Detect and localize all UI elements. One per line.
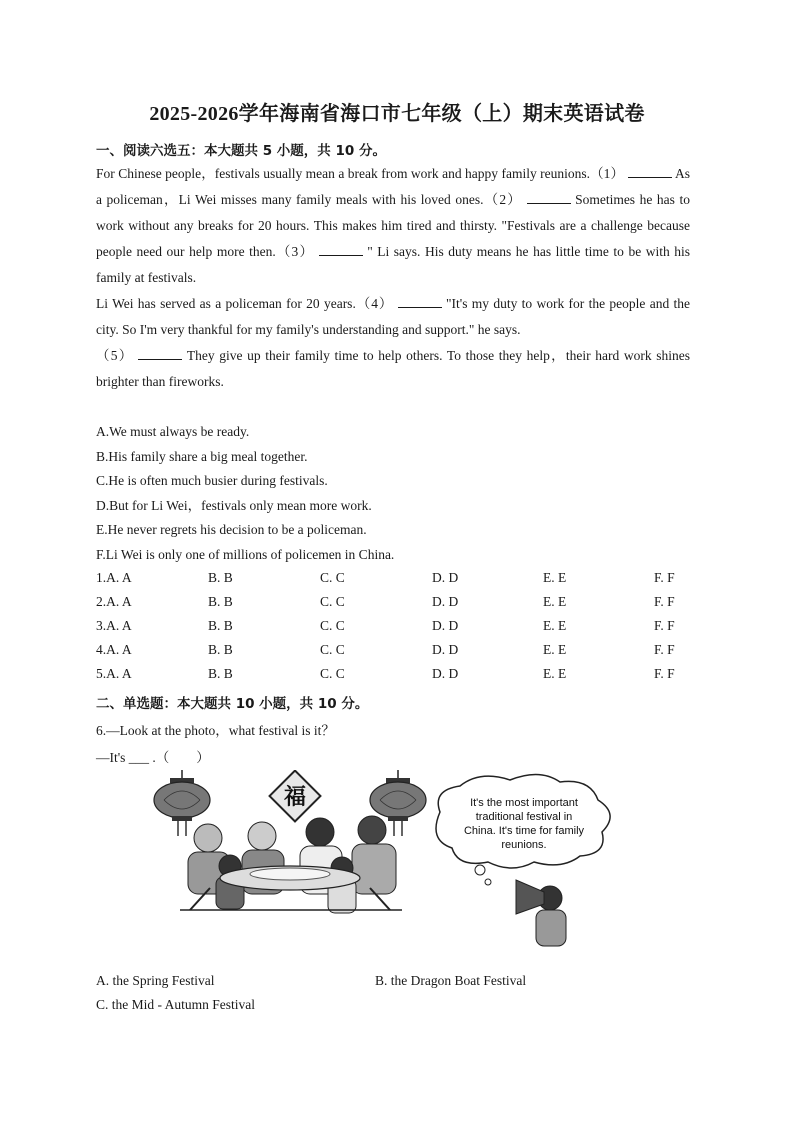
choice-b[interactable]: B. B: [208, 642, 233, 657]
choice-c[interactable]: C. C: [320, 618, 345, 633]
choice-f[interactable]: F. F: [654, 618, 675, 633]
option-item: A.We must always be ready.: [96, 424, 250, 439]
section1-heading: 一、阅读六选五：本大题共 5 小题，共 10 分。: [96, 143, 386, 159]
option-item: D.But for Li Wei，festivals only mean more work.: [96, 497, 372, 513]
choice-b[interactable]: B. B: [208, 666, 233, 681]
choice-d[interactable]: D. D: [432, 618, 459, 633]
choice-b[interactable]: B. B: [208, 594, 233, 609]
choice-e[interactable]: E. E: [543, 594, 567, 609]
blank-4[interactable]: [398, 295, 442, 308]
family-figures: [188, 816, 396, 913]
choice-b[interactable]: B. the Dragon Boat Festival: [375, 973, 527, 988]
choice-f[interactable]: F. F: [654, 666, 675, 681]
answer-row-5: [96, 666, 696, 690]
bubble-text: traditional festival in: [475, 811, 573, 823]
option-item: C.He is often much busier during festivals.: [96, 473, 328, 488]
blank-3[interactable]: [319, 243, 363, 256]
passage-text: As a policeman，Li Wei misses many family meals with his loved ones.（2）: [96, 166, 690, 207]
answer-row-4: [96, 642, 696, 666]
passage-text: " Li says. His duty means he has little time to be with his family at festivals.: [96, 244, 691, 285]
bubble-text: reunions.: [501, 839, 547, 851]
passage-text: （5）: [96, 348, 134, 363]
question-6-reply: —It's ___ .（ ）: [96, 750, 210, 765]
answer-row-2: [96, 594, 696, 618]
reading-passage: [96, 161, 690, 395]
passage-paragraph-1: [96, 161, 690, 291]
choice-c[interactable]: C. C: [320, 570, 345, 585]
choice-a[interactable]: A. the Spring Festival: [96, 973, 215, 988]
choice-f[interactable]: F. F: [654, 642, 675, 657]
megaphone-icon: [516, 880, 566, 946]
choice-a[interactable]: 3.A. A: [96, 618, 132, 633]
passage-text: For Chinese people，festivals usually mean a break from work and happy family reunions.（1）: [96, 166, 625, 181]
choice-f[interactable]: F. F: [654, 570, 675, 585]
choice-d[interactable]: D. D: [432, 642, 459, 657]
passage-text: They give up their family time to help others. To those they help，their hard work shines brighter than fireworks.: [96, 348, 691, 389]
choice-c[interactable]: C. C: [320, 594, 345, 609]
choice-d[interactable]: D. D: [432, 570, 459, 585]
blank-5[interactable]: [138, 347, 182, 360]
choice-e[interactable]: E. E: [543, 642, 567, 657]
choice-c[interactable]: C. the Mid - Autumn Festival: [96, 997, 256, 1012]
choice-b[interactable]: B. B: [208, 570, 233, 585]
festival-illustration: [150, 770, 630, 950]
choice-a[interactable]: 1.A. A: [96, 570, 132, 585]
choice-b[interactable]: B. B: [208, 618, 233, 633]
choice-c[interactable]: C. C: [320, 666, 345, 681]
question-6-stem: 6.—Look at the photo，what festival is it？: [96, 723, 335, 738]
fu-sign: [270, 771, 321, 822]
choice-f[interactable]: F. F: [654, 594, 675, 609]
passage-text: Sometimes he has to work without any breaks for 20 hours. This makes him tired and thirsty. "Festivals are a challenge because people need our help more then.（3）: [96, 192, 690, 259]
choice-c[interactable]: C. C: [320, 642, 345, 657]
option-item: B.His family share a big meal together.: [96, 448, 308, 464]
fu-char: 福: [283, 785, 307, 810]
option-item: E.He never regrets his decision to be a policeman.: [96, 522, 367, 537]
bubble-text: China. It's time for family: [463, 825, 585, 837]
passage-text: "It's my duty to work for the people and the city. So I'm very thankful for my family's understanding and support." he says.: [96, 296, 691, 337]
choice-e[interactable]: E. E: [543, 666, 567, 681]
speech-bubble: [436, 774, 610, 885]
passage-paragraph-3: [96, 343, 690, 395]
choice-a[interactable]: 4.A. A: [96, 642, 132, 657]
choice-a[interactable]: 5.A. A: [96, 666, 132, 681]
section2-heading: 二、单选题：本大题共 10 小题，共 10 分。: [96, 696, 369, 712]
choice-e[interactable]: E. E: [543, 570, 567, 585]
choice-a[interactable]: 2.A. A: [96, 594, 132, 609]
choice-e[interactable]: E. E: [543, 618, 567, 633]
passage-paragraph-2: [96, 291, 690, 343]
answer-row-1: [96, 570, 696, 594]
option-list: [96, 420, 394, 567]
choice-d[interactable]: D. D: [432, 666, 459, 681]
blank-2[interactable]: [527, 191, 571, 204]
answer-row-3: [96, 618, 696, 642]
option-item: F.Li Wei is only one of millions of policemen in China.: [96, 546, 395, 562]
blank-1[interactable]: [628, 165, 672, 178]
passage-text: Li Wei has served as a policeman for 20 years.（4）: [96, 296, 394, 311]
bubble-text: It's the most important: [470, 797, 578, 809]
exam-title: 2025-2026学年海南省海口市七年级（上）期末英语试卷: [149, 103, 645, 125]
choice-d[interactable]: D. D: [432, 594, 459, 609]
